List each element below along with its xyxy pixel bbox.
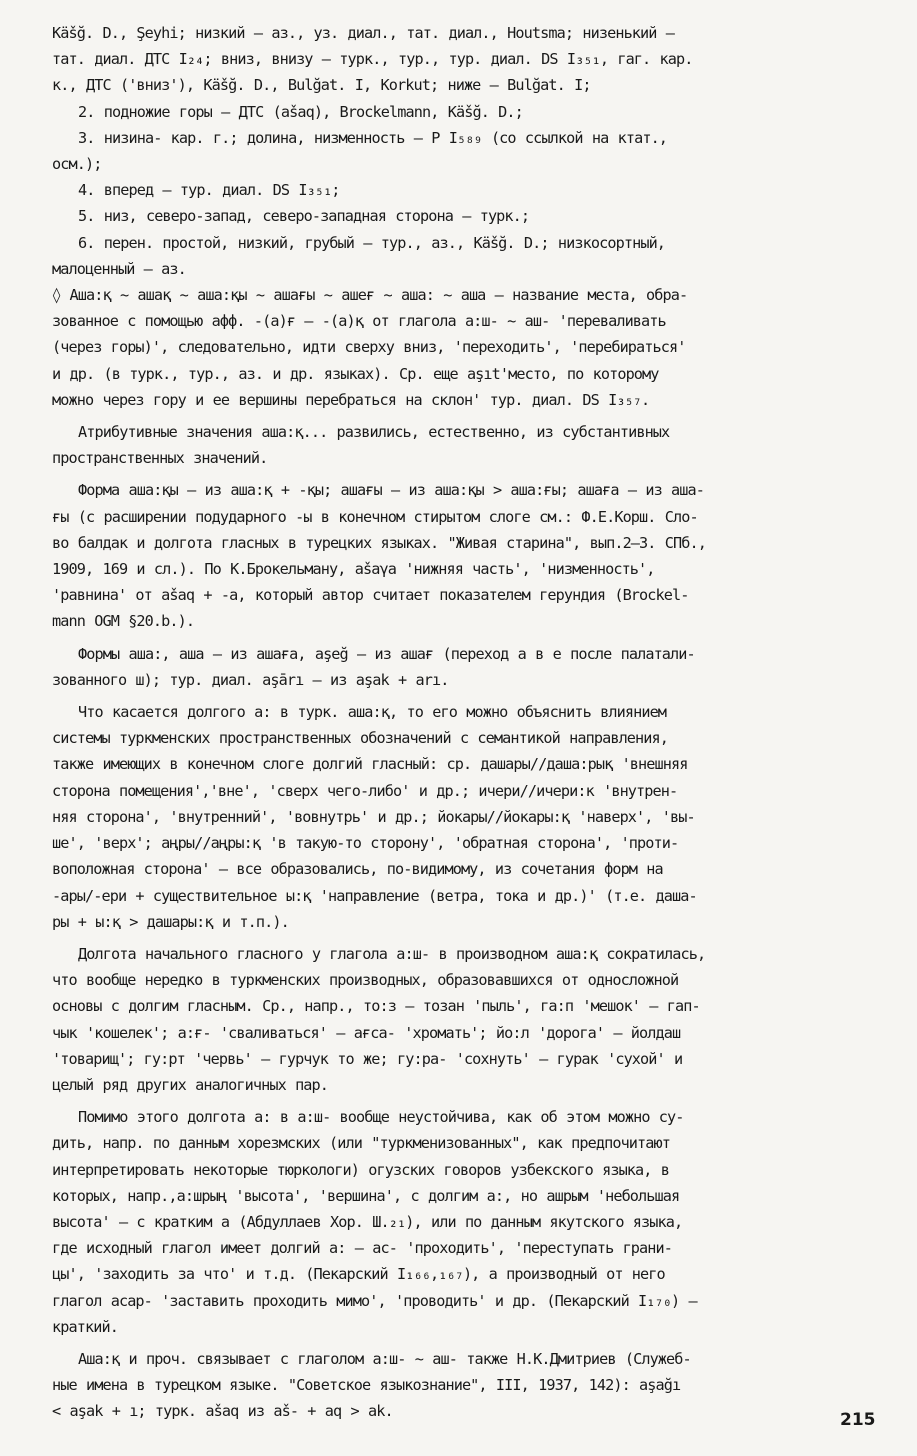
text-line: сторона помещения','вне', 'сверх чего-либо' и др.; ичери//ичери:к 'внутрен-: [52, 781, 678, 800]
text-line: Форма аша:қы – из аша:қ + -қы; ашағы – из аша:қы > аша:ғы; ашаға – из аша-: [78, 481, 705, 500]
text-line: ◊ Аша:қ ~ ашақ ~ аша:қы ~ ашағы ~ ашеғ ~ аша: ~ аша – название места, обра-: [52, 286, 688, 305]
text-line: ные имена в турецком языке. "Советское языкознание", III, 1937, 142): aşağı: [52, 1376, 681, 1395]
text-line: mann OGM §20.b.).: [52, 612, 195, 631]
text-line: глагол асар- 'заставить проходить мимо', 'проводить' и др. (Пекарский I₁₇₀) –: [52, 1291, 697, 1310]
text-line: Формы аша:, аша – из ашаға, aşeğ – из ашағ (переход а в е после палатали-: [78, 644, 695, 663]
text-line: пространственных значений.: [52, 449, 268, 468]
text-line: Помимо этого долгота а: в а:ш- вообще неустойчива, как об этом можно су-: [78, 1108, 684, 1127]
text-line: и др. (в турк., тур., аз. и др. языках). Ср. еще aşıt'место, по которому: [52, 364, 659, 383]
text-line: Käšğ. D., Şeyhi; низкий – аз., уз. диал., тат. диал., Houtsma; низенький –: [52, 24, 675, 42]
text-line: также имеющих в конечном слоге долгий гласный: ср. дашары//даша:рық 'внешняя: [52, 755, 688, 774]
text-line: 2. подножие горы – ДТС (ašaq), Brockelmann, Käšğ. D.;: [78, 102, 523, 121]
text-line: что вообще нередко в туркменских производных, образовавшихся от односложной: [52, 971, 679, 990]
text-line: системы туркменских пространственных обозначений с семантикой направления,: [52, 729, 669, 748]
text-line: (через горы)', следовательно, идти сверху вниз, 'переходить', 'перебираться': [52, 338, 686, 357]
text-line: < aşak + ı; турк. ašaq из aš- + aq > ak.: [52, 1402, 393, 1421]
text-line: тат. диал. ДТС I₂₄; вниз, внизу – турк., тур., тур. диал. DS I₃₅₁, гаг. кар.: [52, 50, 693, 69]
text-line: во балдак и долгота гласных в турецких языках. "Живая старина", вып.2–3. СПб.,: [52, 533, 707, 552]
text-line: ғы (с расширении подударного -ы в конечном стирытом слоге см.: Ф.Е.Корш. Сло-: [52, 507, 698, 526]
text-line: 5. низ, северо-запад, северо-западная сторона – турк.;: [78, 207, 530, 226]
text-line: Аша:қ и проч. связывает с глаголом а:ш- ~ аш- также Н.К.Дмитриев (Служеб-: [78, 1349, 691, 1368]
text-line: зованное с помощью афф. -(а)ғ – -(а)қ от глагола а:ш- ~ аш- 'переваливать: [52, 312, 666, 331]
text-line: краткий.: [52, 1317, 118, 1336]
text-line: малоценный – аз.: [52, 259, 186, 278]
text-line: чык 'кошелек'; а:ғ- 'сваливаться' – ағса- 'хромать'; йо:л 'дорога' – йолдаш: [52, 1023, 681, 1042]
dictionary-entry-body: [52, 20, 890, 1425]
text-line: высота' – с кратким а (Абдуллаев Хор. Ш.₂₁), или по данным якутского языка,: [52, 1212, 683, 1231]
text-line: 'равнина' от ašaq + -a, который автор считает показателем герундия (Brockel-: [52, 586, 689, 605]
text-line: 6. перен. простой, низкий, грубый – тур., аз., Käšğ. D.; низкосортный,: [78, 233, 666, 252]
text-line: основы с долгим гласным. Ср., напр., то:з – тозан 'пыль', га:п 'мешок' – гап-: [52, 997, 700, 1016]
text-line: -ары/-ери + существительное ы:қ 'направление (ветра, тока и др.)' (т.е. даша-: [52, 886, 697, 905]
text-line: интерпретировать некоторые тюркологи) огузских говоров узбекского языка, в: [52, 1160, 670, 1179]
text-line: к., ДТС ('вниз'), Käšğ. D., Bulğat. I, Korkut; ниже – Bulğat. I;: [52, 76, 591, 95]
text-line: ше', 'верх'; аңры//аңры:қ 'в такую-то сторону', 'обратная сторона', 'проти-: [52, 834, 679, 853]
text-line: 4. вперед – тур. диал. DS I₃₅₁;: [78, 181, 340, 200]
text-line: можно через гору и ее вершины перебраться на склон' тур. диал. DS I₃₅₇.: [52, 390, 650, 409]
page-number: 215: [840, 1410, 876, 1430]
text-line: осм.);: [52, 155, 102, 174]
text-line: Долгота начального гласного у глагола а:ш- в производном аша:қ сократилась,: [78, 944, 706, 963]
text-line: которых, напр.,а:шрың 'высота', 'вершина', с долгим а:, но ашрым 'небольшая: [52, 1186, 680, 1205]
text-line: Атрибутивные значения аша:қ... развились, естественно, из субстантивных: [78, 423, 670, 442]
text-line: целый ряд других аналогичных пар.: [52, 1075, 329, 1094]
text-line: 1909, 169 и сл.). По К.Брокельману, ašaγa 'нижняя часть', 'низменность',: [52, 560, 655, 579]
text-line: дить, напр. по данным хорезмских (или "туркменизованных", как предпочитают: [52, 1134, 671, 1153]
text-line: воположная сторона' – все образовались, по-видимому, из сочетания форм на: [52, 860, 663, 879]
text-line: 'товарищ'; гу:рт 'червь' – гурчук то же; гу:ра- 'сохнуть' – гурак 'сухой' и: [52, 1049, 683, 1068]
text-line: Что касается долгого а: в турк. аша:қ, то его можно объяснить влиянием: [78, 703, 667, 722]
text-line: ры + ы:қ > дашары:қ и т.п.).: [52, 912, 289, 931]
text-line: цы', 'заходить за что' и т.д. (Пекарский I₁₆₆,₁₆₇), а производный от него: [52, 1265, 665, 1284]
text-line: 3. низина- кар. г.; долина, низменность – Р I₅₈₉ (со ссылкой на ктат.,: [78, 128, 668, 147]
text-line: зованного ш); тур. диал. aşārı – из aşak + arı.: [52, 670, 449, 689]
text-line: где исходный глагол имеет долгий а: – ас- 'проходить', 'переступать грани-: [52, 1239, 673, 1258]
text-line: няя сторона', 'внутренний', 'вовнутрь' и др.; йокары//йокары:қ 'наверх', 'вы-: [52, 807, 695, 826]
